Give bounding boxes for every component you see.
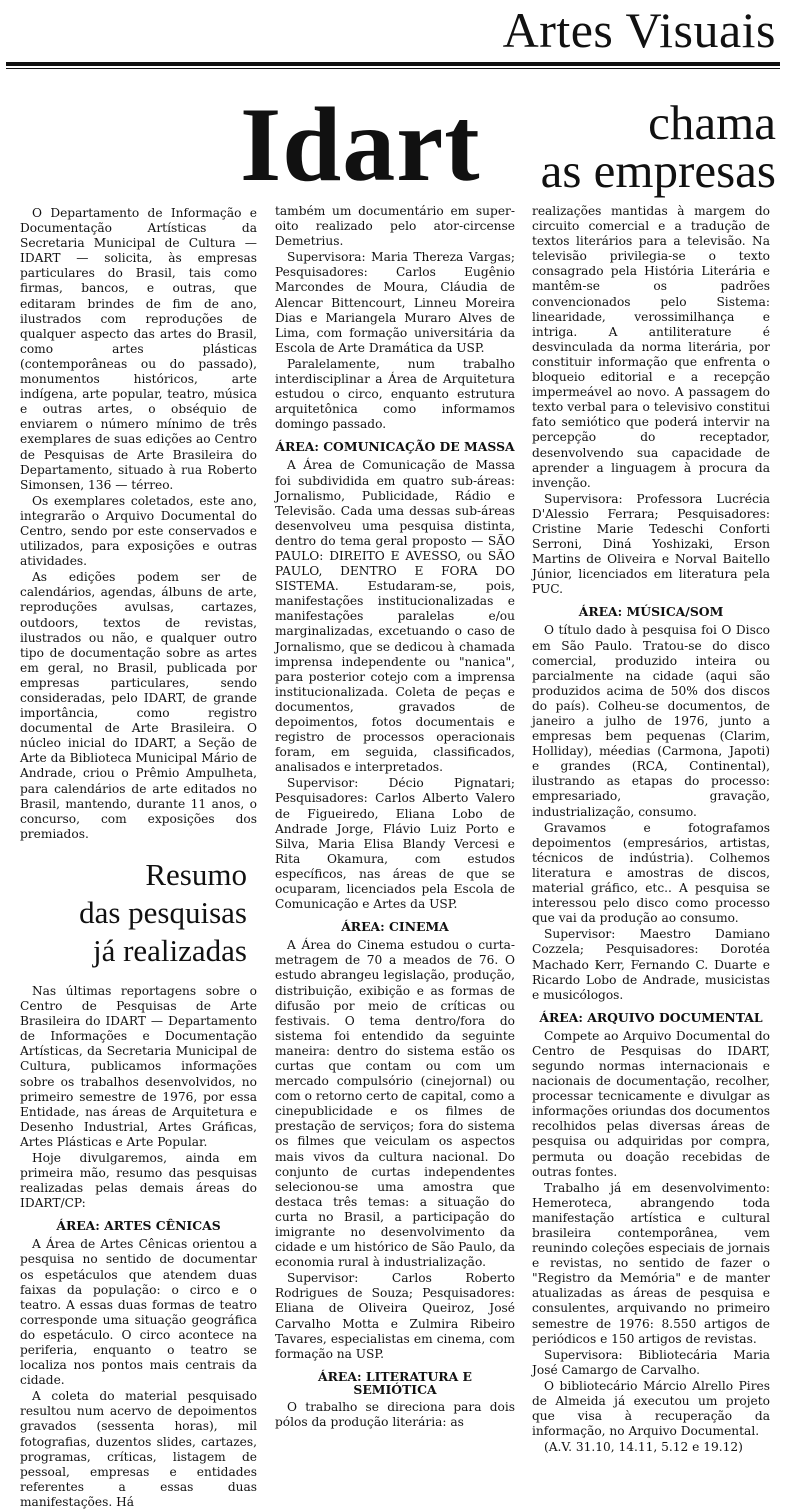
header-rule-thick [6, 62, 780, 66]
paragraph: O bibliotecário Márcio Alrello Pires de Almeida já executou um projeto que visa à recuperação da informação, no Arquivo Documental. [532, 1378, 770, 1439]
paragraph: também um documentário em super-oito realizado pelo ator-circense Demetrius. [275, 204, 515, 249]
section-header [0, 0, 792, 62]
paragraph: Supervisora: Professora Lucrécia D'Alessio Ferrara; Pesquisadores: Cristine Marie Tedeschi Conforti Serroni, Diná Yoshizaki, Erson Martins de Oliveira e Norval Baitello Júnior, licenciados em literatura pela PUC. [532, 491, 770, 597]
area-heading-line-2: SEMIÓTICA [353, 1381, 437, 1397]
area-heading-literatura [275, 1370, 515, 1396]
header-rule-thin [6, 68, 780, 69]
citation: (A.V. 31.10, 14.11, 5.12 e 19.12) [544, 1440, 743, 1455]
paragraph: A Área de Artes Cênicas orientou a pesquisa no sentido de documentar os espetáculos que atendem duas faixas da população: o circo e o teatro. A essas duas formas de teatro corresponde uma situação geográfica do espetáculo. O circo acontece na periferia, enquanto o teatro se localiza nos pontos mais centrais da cidade. [20, 1237, 257, 1388]
paragraph: Paralelamente, num trabalho interdisciplinar a Área de Arquitetura estudou o circo, enquanto estrutura arquitetônica como informamos domingo passado. [275, 356, 515, 432]
paragraph: O título dado à pesquisa foi O Disco em São Paulo. Tratou-se do disco comercial, produzido inteira ou parcialmente na cidade (aqui são produzidos acima de 50% dos discos do país). Colheu-se documentos, de janeiro a julho de 1976, junto a empresas bem pequenas (Clarim, Holliday), méedias (Carmona, Japoti) e grandes (RCA, Continental), ilustrando as etapas do processo: empresariado, gravação, industrialização, consumo. [532, 623, 770, 819]
article-headline [240, 86, 776, 206]
area-heading-musica-som: ÁREA: MÚSICA/SOM [578, 604, 724, 620]
sub-headline-line-3: já realizadas [92, 932, 247, 968]
paragraph: O Departamento de Informação e Documentação Artísticas da Secretaria Municipal de Cultura — IDART — solicita, às empresas particulares do Brasil, tais como firmas, bancos, e outras, que editaram brindes de fim de ano, ilustrados com reproduções de qualquer aspecto das artes do Brasil, como artes plásticas (contemporâneas ou do passado), monumentos históricos, arte indígena, arte popular, teatro, música e outras artes, o obséquio de enviarem o número mínimo de três exemplares de suas edições ao Centro de Pesquisas de Arte Brasileira do Departamento, situado à rua Roberto Simonsen, 136 — térreo. [20, 206, 257, 492]
paragraph: Compete ao Arquivo Documental do Centro de Pesquisas do IDART, segundo normas internacionais e nacionais de documentação, recolher, processar tecnicamente e divulgar as informações oriundas dos documentos recolhidos pelas diversas áreas de pesquisa ou adquiridas por compra, permuta ou doação recebidas de outras fontes. [532, 1028, 770, 1179]
paragraph: Os exemplares coletados, este ano, integrarão o Arquivo Documental do Centro, sendo por este conservados e utilizados, para exposições e outras atividades. [20, 493, 257, 569]
area-heading-cinema: ÁREA: CINEMA [341, 919, 449, 935]
paragraph: realizações mantidas à margem do circuito comercial e a tradução de textos literários para a televisão. Na televisão privilegia-se o texto consagrado pela História Literária e mantêm-se os padrões convencionados pelo Sistema: linearidade, verossimilhança e intriga. A antiliterature é desvinculada da norma literária, por constituir informação que enfrenta o bloqueio editorial e a recepção impermeável ao novo. A passagem do texto verbal para o televisivo constitui fato semiótico que poderá intervir na percepção do receptador, desenvolvendo sua capacidade de aprender a linguagem à procura da invenção. [532, 204, 770, 490]
area-heading-line-1: ÁREA: LITERATURA E [318, 1368, 472, 1384]
paragraph: As edições podem ser de calendários, agendas, álbuns de arte, reproduções avulsas, cartazes, outdoors, textos de revistas, ilustrados ou não, e qualquer outro tipo de documentação sobre as artes em geral, no Brasil, publicada por empresas particulares, sendo consideradas, pelo IDART, de grande importância, como registro documental de Arte Brasileira. O núcleo inicial do IDART, a Seção de Arte da Biblioteca Municipal Mário de Andrade, criou o Prêmio Ampulheta, para calendários de arte editados no Brasil, mantendo, durante 11 anos, o concurso, com exposições dos premiados. [20, 570, 257, 841]
paragraph: Supervisor: Décio Pignatari; Pesquisadores: Carlos Alberto Valero de Figueiredo, Eliana Lobo de Andrade Jorge, Flávio Luiz Porto e Silva, Maria Elisa Blandy Vercesi e Rita Okamura, com estudos específicos, nas áreas de que se ocuparam, licenciados pela Escola de Comunicação e Artes da USP. [275, 776, 515, 912]
section-title: Artes Visuais [502, 2, 776, 58]
paragraph: Supervisor: Maestro Damiano Cozzela; Pesquisadores: Dorotéa Machado Kerr, Fernando C. Duarte e Ricardo Lobo de Andrade, musicistas e musicólogos. [532, 927, 770, 1002]
paragraph: O trabalho se direciona para dois pólos da produção literária: as [275, 1399, 515, 1429]
headline-line-1: chama [648, 95, 776, 150]
headline-line-2: as empresas [540, 143, 776, 198]
sub-headline-resumo [20, 856, 247, 970]
paragraph: A Área do Cinema estudou o curta-metragem de 70 a meados de 76. O estudo abrangeu legislação, produção, distribuição, exibição e as formas de difusão por meio de críticas ou festivais. O tema dentro/fora do sistema foi entendido da seguinte maneira: dentro do sistema estão os curtas que contam ou com um mercado compulsório (cinejornal) ou com o retorno certo de capital, como a cinepublicidade e os filmes de prestação de serviços; fora do sistema os filmes que veiculam os aspectos mais vivos da cultura nacional. Do conjunto de curtas independentes selecionou-se uma amostra que destaca três temas: a situação do curta no Brasil, a participação do imigrante no desenvolvimento da cidade e um histórico de São Paulo, da economia rural à industrialização. [275, 938, 515, 1270]
paragraph: Trabalho já em desenvolvimento: Hemeroteca, abrangendo toda manifestação artística e cultural brasileira contemporânea, vem reunindo coleções especiais de jornais e revistas, no sentido de fazer o "Registro da Memória" e de manter atualizadas as áreas de pesquisa e consulentes, arquivando no primeiro semestre de 1976: 8.550 artigos de periódicos e 150 artigos de revistas. [532, 1180, 770, 1346]
column-3 [532, 204, 770, 1455]
column-2 [275, 204, 515, 1430]
sub-headline-line-1: Resumo [145, 856, 247, 892]
area-heading-arquivo-documental: ÁREA: ARQUIVO DOCUMENTAL [539, 1009, 763, 1025]
paragraph: Nas últimas reportagens sobre o Centro de Pesquisas de Arte Brasileira do IDART — Departamento de Informações e Documentação Artísticas, da Secretaria Municipal de Cultura, publicamos informações sobre os trabalhos desenvolvidos, no primeiro semestre de 1976, por essa Entidade, nas áreas de Arquitetura e Desenho Industrial, Artes Gráficas, Artes Plásticas e Arte Popular. [20, 983, 257, 1149]
paragraph: Gravamos e fotografamos depoimentos (empresários, artistas, técnicos de indústria). Colhemos literatura e amostras de discos, material gráfico, etc.. A pesquisa se interessou pelo disco como processo que vai da produção ao consumo. [532, 820, 770, 926]
column-1 [20, 206, 257, 1510]
area-heading-artes-cenicas: ÁREA: ARTES CÊNICAS [56, 1218, 221, 1234]
paragraph: Supervisora: Bibliotecária Maria José Camargo de Carvalho. [532, 1347, 770, 1377]
paragraph: A coleta do material pesquisado resultou num acervo de depoimentos gravados (sessenta horas), mil fotografias, duzentos slides, cartazes, programas, críticas, listagem de pessoal, empresas e entidades referentes a essas duas manifestações. Há [20, 1389, 257, 1509]
paragraph: Hoje divulgaremos, ainda em primeira mão, resumo das pesquisas realizadas pelas demais áreas do IDART/CP: [20, 1150, 257, 1211]
paragraph: Supervisora: Maria Thereza Vargas; Pesquisadores: Carlos Eugênio Marcondes de Moura, Cláudia de Alencar Bittencourt, Linneu Moreira Dias e Mariangela Muraro Alves de Lima, com formação universitária da Escola de Arte Dramática da USP. [275, 250, 515, 355]
paragraph: Supervisor: Carlos Roberto Rodrigues de Souza; Pesquisadores: Eliana de Oliveira Queiroz, José Carvalho Motta e Zulmira Ribeiro Tavares, especialistas em cinema, com formação na USP. [275, 1271, 515, 1361]
paragraph: A Área de Comunicação de Massa foi subdividida em quatro sub-áreas: Jornalismo, Publicidade, Rádio e Televisão. Cada uma dessas sub-áreas desenvolveu uma pesquisa distinta, dentro do tema geral proposto — SÃO PAULO: DIREITO E AVESSO, ou SÃO PAULO, DENTRO E FORA DO SISTEMA. Estudaram-se, pois, manifestações institucionalizadas e manifestações paralelas e/ou marginalizadas, excetuando o caso de Jornalismo, que se dedicou à chamada imprensa independente ou "nanica", para posterior cotejo com a imprensa institucionalizada. Coleta de peças e documentos, gravados de depoimentos, fotos documentais e registro de processos operacionais foram, em seguida, classificados, analisados e interpretados. [275, 458, 515, 775]
sub-headline-line-2: das pesquisas [79, 894, 247, 930]
headline-main: Idart [240, 86, 481, 203]
area-heading-comunicacao-de-massa: ÁREA: COMUNICAÇÃO DE MASSA [275, 439, 515, 455]
